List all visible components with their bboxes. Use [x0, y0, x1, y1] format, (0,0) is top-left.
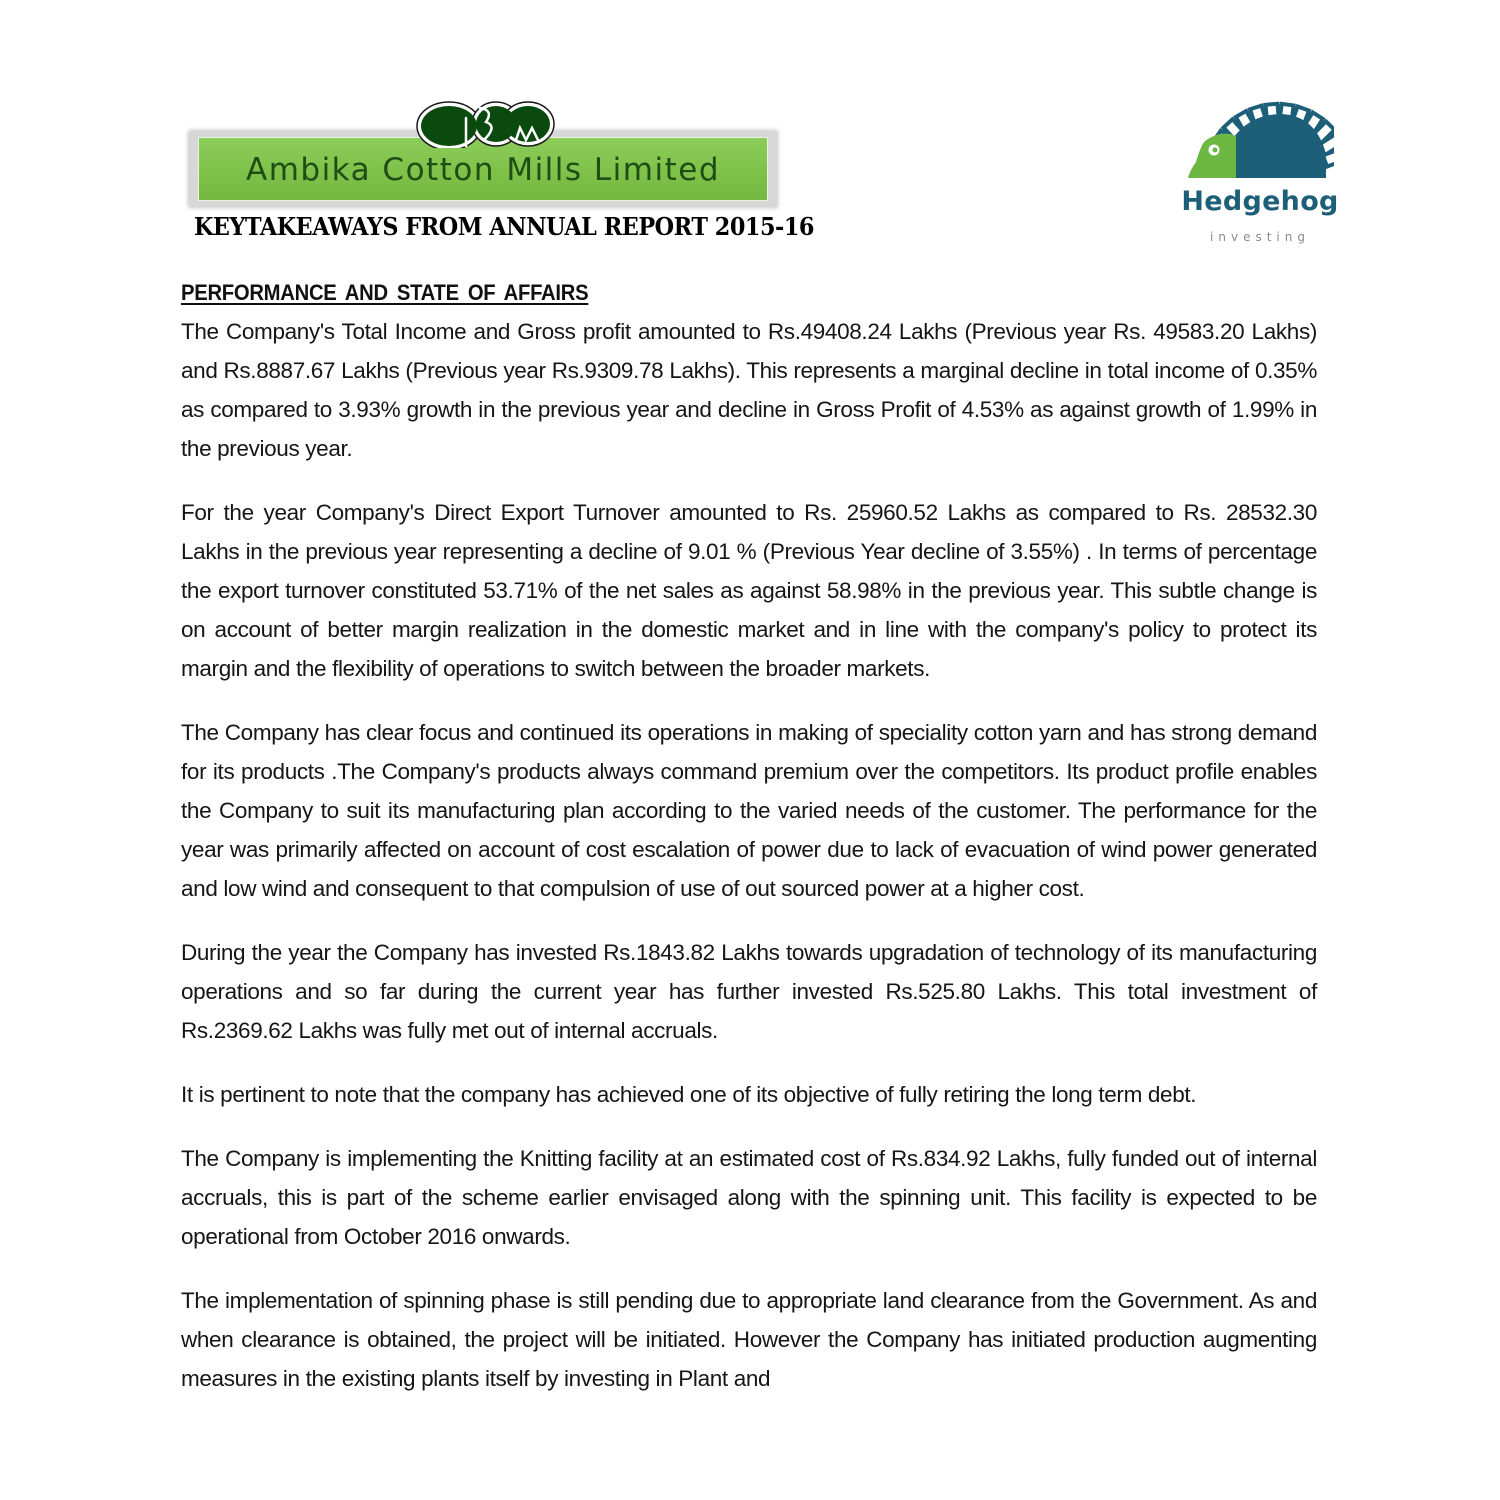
hedgehog-icon: [1186, 96, 1334, 178]
section-heading: PERFORMANCE AND STATE OF AFFAIRS: [181, 280, 589, 305]
acm-monogram-icon: [416, 96, 556, 148]
document-title: KEYTAKEAWAYS FROM ANNUAL REPORT 2015-16: [194, 212, 814, 241]
partner-logo: [1180, 96, 1340, 256]
partner-tagline: investing: [1210, 230, 1310, 244]
paragraph-debt: It is pertinent to note that the company has achieved one of its objective of fully retiring the long term debt.: [181, 1082, 1197, 1107]
paragraph-product-focus: The Company has clear focus and continued its operations in making of speciality cotton yarn and has strong demand for its products .The Company's products always command premium over the competitors. Its product profile enables the Company to suit its manufacturing plan according to the varied needs of the customer. The performance for the year was primarily affected on account of cost escalation of power due to lack of evacuation of wind power generated and low wind and consequent to that compulsion of use of out sourced power at a higher cost.: [181, 720, 1317, 901]
paragraph-spinning-phase: The implementation of spinning phase is still pending due to appropriate land clearance from the Government. As and when clearance is obtained, the project will be initiated. However the Company has initiated production augmenting measures in the existing plants itself by investing in Plant and: [181, 1288, 1317, 1391]
partner-name: Hedgehog: [1181, 186, 1339, 217]
company-name: Ambika Cotton Mills Limited: [245, 152, 721, 188]
document-body: [181, 277, 1317, 1423]
paragraph-total-income: The Company's Total Income and Gross profit amounted to Rs.49408.24 Lakhs (Previous year Rs. 49583.20 Lakhs) and Rs.8887.67 Lakhs (Previous year Rs.9309.78 Lakhs). This represents a marginal decline in total income of 0.35% as compared to 3.93% growth in the previous year and decline in Gross Profit of 4.53% as against growth of 1.99% in the previous year.: [181, 319, 1317, 461]
paragraph-export-turnover: For the year Company's Direct Export Turnover amounted to Rs. 25960.52 Lakhs as compared to Rs. 28532.30 Lakhs in the previous year representing a decline of 9.01 % (Previous Year decline of 3.55%) . In terms of percentage the export turnover constituted 53.71% of the net sales as against 58.98% in the previous year. This subtle change is on account of better margin realization in the domestic market and in line with the company's policy to protect its margin and the flexibility of operations to switch between the broader markets.: [181, 500, 1317, 681]
paragraph-knitting-facility: The Company is implementing the Knitting facility at an estimated cost of Rs.834.92 Lakhs, fully funded out of internal accruals, this is part of the scheme earlier envisaged along with the spinning unit. This facility is expected to be operational from October 2016 onwards.: [181, 1146, 1317, 1249]
company-logo: [190, 96, 780, 212]
paragraph-investment: During the year the Company has invested Rs.1843.82 Lakhs towards upgradation of technology of its manufacturing operations and so far during the current year has further invested Rs.525.80 Lakhs. This total investment of Rs.2369.62 Lakhs was fully met out of internal accruals.: [181, 940, 1317, 1043]
